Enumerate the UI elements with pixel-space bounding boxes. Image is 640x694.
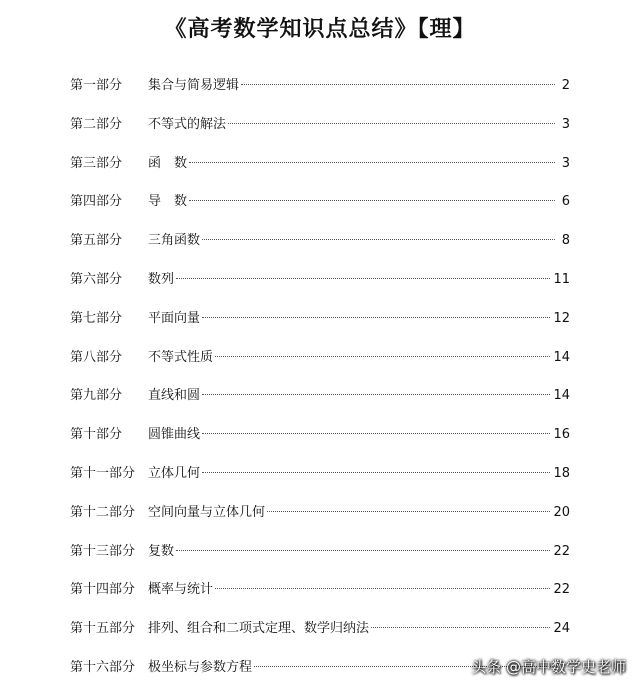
toc-entry-14[interactable]: [70, 577, 570, 616]
toc-chapter-title: 复数: [148, 543, 175, 559]
toc-page-number: 6: [561, 194, 570, 210]
toc-chapter-title: 概率与统计: [148, 582, 214, 598]
toc-chapter-title: 直线和圆: [148, 388, 201, 404]
dot-leader: [202, 472, 550, 473]
dot-leader: [215, 588, 550, 589]
toc-entry-9[interactable]: [70, 383, 570, 422]
dot-leader: [189, 162, 555, 163]
toc-part-label: 第七部分: [70, 310, 123, 326]
toc-chapter-title: 集合与简易逻辑: [148, 78, 240, 93]
toc-chapter-title: 函 数: [148, 155, 188, 171]
dot-leader: [267, 511, 550, 512]
toc-part-label: 第十一部分: [70, 465, 136, 481]
dot-leader: [176, 278, 550, 279]
toc-entry-11[interactable]: [70, 461, 570, 500]
toc-part-label: 第六部分: [70, 271, 123, 287]
toc-part-label: 第二部分: [70, 116, 123, 132]
toc-page-number: 22: [553, 543, 570, 559]
toc-page-number: 14: [553, 388, 570, 404]
dot-leader: [202, 317, 550, 318]
toc-entry-10[interactable]: [70, 422, 570, 461]
toc-page-number: 11: [553, 271, 570, 287]
toc-chapter-title: 导 数: [148, 194, 188, 210]
toc-part-label: 第十二部分: [70, 504, 136, 520]
toc-page-number: 18: [553, 465, 570, 481]
toc-entry-8[interactable]: [70, 345, 570, 384]
toc-page-number: 16: [553, 427, 570, 443]
toc-part-label: 第五部分: [70, 233, 123, 249]
toc-entry-6[interactable]: [70, 267, 570, 306]
toc-page-number: 22: [553, 582, 570, 598]
dot-leader: [189, 200, 555, 201]
dot-leader: [202, 394, 550, 395]
toc-chapter-title: 数列: [148, 271, 175, 287]
toc-entry-1[interactable]: [70, 73, 570, 112]
toc-part-label: 第九部分: [70, 388, 123, 404]
toc-entry-5[interactable]: [70, 228, 570, 267]
dot-leader: [215, 356, 550, 357]
toc-chapter-title: 极坐标与参数方程: [148, 659, 253, 675]
toc-entry-2[interactable]: [70, 112, 570, 151]
toc-part-label: 第四部分: [70, 194, 123, 210]
dot-leader: [202, 433, 550, 434]
dot-leader: [228, 123, 555, 124]
toc-part-label: 第一部分: [70, 78, 123, 93]
toc-entry-12[interactable]: [70, 500, 570, 539]
toc-entry-4[interactable]: [70, 189, 570, 228]
toc-page-number: 3: [561, 155, 570, 171]
toc-part-label: 第三部分: [70, 155, 123, 171]
toc-chapter-title: 排列、组合和二项式定理、数学归纳法: [148, 621, 370, 637]
dot-leader: [371, 627, 550, 628]
toc-chapter-title: 不等式性质: [148, 349, 214, 365]
watermark: 头条 @高中数学史老师: [471, 658, 626, 676]
toc-chapter-title: 三角函数: [148, 233, 201, 249]
toc-chapter-title: 立体几何: [148, 465, 201, 481]
toc-part-label: 第八部分: [70, 349, 123, 365]
toc-chapter-title: 空间向量与立体几何: [148, 504, 266, 520]
toc-entry-13[interactable]: [70, 539, 570, 578]
dot-leader: [202, 239, 555, 240]
toc-part-label: 第十五部分: [70, 621, 136, 637]
toc-chapter-title: 圆锥曲线: [148, 427, 201, 443]
toc-page-number: 24: [553, 621, 570, 637]
toc-chapter-title: 不等式的解法: [148, 116, 227, 132]
toc-chapter-title: 平面向量: [148, 310, 201, 326]
document-title: 《高考数学知识点总结》【理】: [164, 17, 476, 42]
toc-part-label: 第十三部分: [70, 543, 136, 559]
toc-page-number: 12: [553, 310, 570, 326]
toc-page-number: 20: [553, 504, 570, 520]
toc-part-label: 第十六部分: [70, 659, 136, 675]
toc-entry-15[interactable]: [70, 616, 570, 655]
toc-entry-3[interactable]: [70, 151, 570, 190]
toc-page-number: 2: [561, 78, 570, 93]
toc-page-number: 8: [561, 233, 570, 249]
toc-part-label: 第十四部分: [70, 582, 136, 598]
dot-leader: [241, 84, 555, 85]
table-of-contents: [70, 73, 570, 694]
toc-page-number: 3: [561, 116, 570, 132]
toc-part-label: 第十部分: [70, 427, 123, 443]
toc-entry-7[interactable]: [70, 306, 570, 345]
toc-page-number: 14: [553, 349, 570, 365]
dot-leader: [176, 550, 550, 551]
